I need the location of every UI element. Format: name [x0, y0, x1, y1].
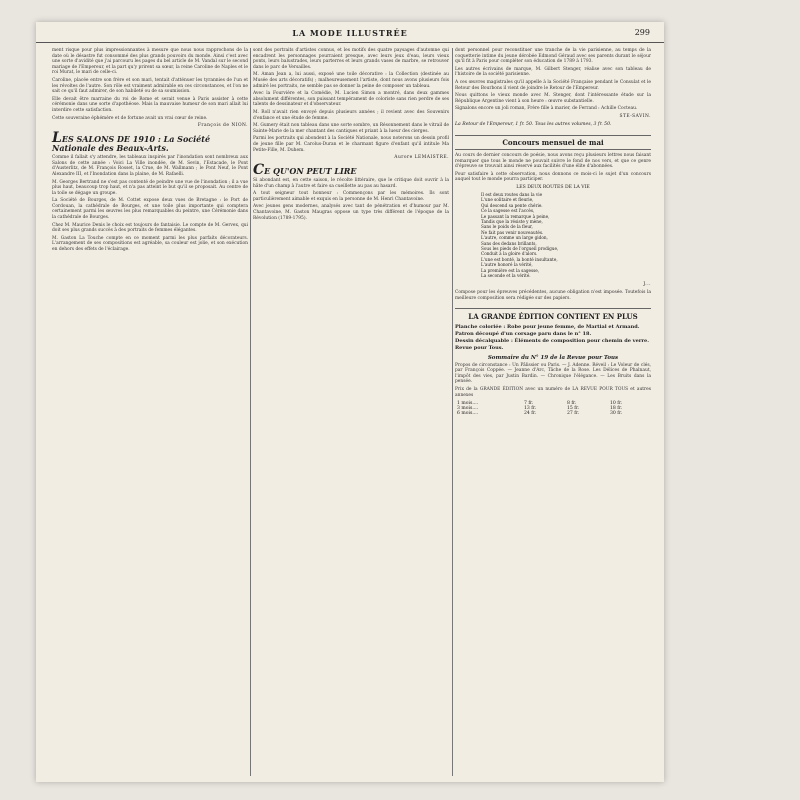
journal-title: LA MODE ILLUSTRÉE [292, 28, 408, 38]
price-cell: 13 fr. [523, 406, 537, 412]
magazine-page [36, 22, 664, 782]
paragraph: Elle devait être marraine du roi de Rome et serait venue à Paris assister à cette cérémonie dans une sorte d'apothéose. Mais la mauvaise humeur de son mari allait lui interdire cette satisfaction. [52, 96, 248, 113]
poem-title: LES DEUX ROUTES DE LA VIE [516, 184, 590, 190]
paragraph: Pour satisfaire à cette observation, nous donnons ce mois-ci le sujet d'un concours auquel tout le monde pourra participer. [455, 171, 651, 183]
poem-line: L'une solitaire et fleurie, [481, 197, 534, 203]
paragraph: Compose pour les épreuves précédentes, aucune obligation n'est imposée. Toutefois la meilleure composition sera rédigée sur des papiers. [455, 290, 651, 301]
paragraph: Nous quittons le vieux monde avec M. Stenger, dont l'intéressante étude sur la République Argentine vient à son heure : œuvre substantielle. [455, 93, 651, 104]
price-table [455, 401, 651, 416]
contest-title: Concours mensuel de mai [455, 135, 651, 150]
paragraph: sont des portraits d'artistes connus, et les motifs des quatre paysages d'automne qui encadrent les personnages pourraient presque, avec leurs jeux d'eau, leurs vieux ponts, leurs balustrades, leurs parterres et leurs grands vases de marbre, se retrouver dans le parc de Versailles. [253, 48, 449, 70]
poem [481, 192, 651, 279]
column-divider [250, 48, 251, 776]
paragraph: A tout seigneur tout honneur : Commençons par les mémoires. Ils sont particulièrement aimable et exquis en la personne de M. Henri Chantavoine. [253, 191, 449, 202]
price-cell: 24 fr. [523, 411, 537, 417]
paragraph: M. Gaston La Touche compte en ce moment parmi les plus parfaits décorateurs. L'arrangement de ses compositions est agréable, sa couleur est jolie, et son exécution en dehors des effets de l'éclairage. [52, 235, 248, 253]
section-title-text: E QU'ON PEUT LIRE [264, 166, 357, 177]
poem-line: Conduit à la gloire d'alors. [481, 251, 538, 257]
edition-item: Revue pour Tous. [455, 344, 504, 351]
paragraph: Chez M. Maurice Denis le choix est toujours de fantaisie. Le compte de M. Gervex, qui doit ses plus grands succès à des portraits de femmes élégantes. [52, 222, 248, 234]
price-cell: 8 fr. [566, 401, 577, 407]
signature: Aurore LEMAISTRE. [394, 155, 449, 161]
poem-line: Le passant la remarque à peine, [481, 213, 550, 219]
signature: STE-SAVIN. [619, 113, 651, 119]
edition-item: Planche coloriée : Robe pour jeune femme, de Martial et Armand. [455, 323, 640, 330]
paragraph: Avec jeunes gens modernes, analysés avec tant de pénétration et d'humour par M. Chantavoine, M. Gaston Maugras oppose un type très différent de l'époque de la Révolution (1789-1795). [253, 204, 449, 221]
paragraph: Au cours de dernier concours de poésie, nous avons reçu plusieurs lettres nous faisant remarquer que tous le monde ne pouvait suivre le fond de nos vers, et que ce genre d'épreuve se trouvait ainsi réservé aux facilités d'une élite d'abonnées. [455, 152, 651, 170]
paragraph: Comme il fallait s'y attendre, les tableaux inspirés par l'inondation sont nombreux aux Salons de cette année : Voici La Ville inondée, de M. Sevin, l'Estacade, le Pont d'Austerlitz, de M. François Rosset, la Crue, de M. Wallmann ; le Pont Neuf, le Pont Alexandre III, et l'Inondation dans la plaine, de M. Rafaelli. [52, 155, 248, 177]
paragraph: Cette souveraine éphémère et de fortune avait un vrai cœur de reine. [52, 115, 208, 121]
poem-line: La première est la sagesse, [481, 267, 540, 273]
paragraph: ment risque pour plus impressionnantes à mesure que nous nous rapprochons de la date où le désastre fut consommé des plus grands pouvoirs du monde. Ainsi c'est avec une sorte d'avidité que j'ai parcouru les pages du bel article de M. Vandal sur le second mariage de l'Empereur, et la part qu'y prirent sa sœur, la reine Caroline de Naples et le roi Murat, le mari de celle-ci. [52, 48, 248, 76]
poem-line: Tandis que la résiste y mène, [481, 218, 543, 224]
column-2 [253, 48, 449, 223]
section-title-lire [253, 162, 449, 179]
paragraph: M. Aman Jean a, lui aussi, exposé une toile décorative : la Collection (destinée au Musée des arts décoratifs) ; malheureusement l'artiste, dont nous avons plusieurs fois admiré les portraits, ne semble pas se donner la peine de composer un tableau. [253, 72, 449, 89]
poem-line: Sans des dedans brillants, [481, 240, 537, 246]
price-note: La Retour de l'Empereur, 1 fr. 50. Tous les autres volumes, 3 fr. 50. [455, 121, 612, 127]
column-3 [455, 48, 651, 416]
column-1 [52, 48, 248, 255]
price-cell: 7 fr. [523, 401, 534, 407]
paragraph: Propos de circonstance : Un Pâlissier ou Paris. — J. Adenne. Réveil : Le Voleur de clés, par François Coppée. — Jeanne d'Arc, Tâche de la Rose. Les Délices de Phalnaut, l'impôt des vies, par Justin Bardin. — Chronique l'élégance. — Les Bruits dans la pensée. [455, 362, 651, 385]
sommaire-title: Sommaire du N° 19 de la Revue pour Tous [487, 354, 619, 361]
poem-line: Sous les pieds de l'orgueil prodigue, [481, 245, 559, 251]
poem-line: L'autre, comme un large gidon, [481, 235, 548, 241]
edition-item: Patron découpé d'un corsage paru dans le n° 18. [455, 330, 592, 337]
paragraph: La Société de Bourges, de M. Cottet expose deux vues de Bretagne : le Port de Cordouan, la cathédrale de Bourges, et une toile plus importante qui comptera certainement parmi les œuvres les plus remarquables du peintre, une Cérémonie dans la cathédrale de Bourges. [52, 198, 248, 221]
section-title-text: ES SALONS DE 1910 : La Société Nationale des Beaux-Arts. [52, 134, 211, 154]
paragraph: M. Georges Bertrand ne s'est pas contenté de peindre une vue de l'inondation ; il a vue plus haut, beaucoup trop haut, et n'a pas atteint le but qu'il se proposait. Au centre de la toile se dégage un groupe. [52, 179, 248, 196]
price-cell: 3 mois.... [457, 406, 479, 412]
edition-item: Dessin décalquable : Éléments de composition pour chemin de verre. [455, 337, 649, 344]
poem-line: La seconde et la vérité. [481, 273, 531, 278]
paragraph: M. Gumery était non tableau dans une sorte sombre, un Résonnement dans le vitrail de Sainte-Marie de la mer chantant des cantiques et priant à la lueur des cierges. [253, 123, 449, 134]
price-cell: 15 fr. [566, 406, 580, 412]
poem-line: Ne fait pas venir nouveautés. [481, 229, 544, 235]
page-number: 299 [634, 28, 650, 37]
price-cell: 30 fr. [609, 411, 623, 417]
column-divider [452, 48, 453, 776]
poem-line: Sans le poids de la fleur, [481, 224, 533, 230]
paragraph: dont personnel pour reconstituer une tranche de la vie parisienne, au temps de la coquetterie intime du jeune dérobée Edmond Géraud avec ses parents durant le séjour qu'il fit à Paris pour compléter son éducation de 1789 à 1793. [455, 48, 651, 65]
poem-line: L'une est bonté, la bonté insultante, [481, 256, 558, 262]
grand-edition-title: LA GRANDE ÉDITION CONTIENT EN PLUS [455, 308, 651, 321]
price-cell: 27 fr. [566, 411, 580, 417]
price-row [455, 411, 651, 416]
poem-line: L'autre honoré la vérité, [481, 262, 533, 268]
section-title-salons [52, 130, 248, 154]
page-header [36, 28, 664, 43]
prices-intro: Prix de la GRANDE ÉDITION avec un numéro de LA REVUE POUR TOUS et autres annexes [455, 386, 651, 398]
poem-signature: J... [643, 282, 651, 288]
signature: François de NION. [197, 123, 248, 129]
drop-cap: C [253, 162, 265, 179]
poem-line: Ce la sagesse est l'accès, [481, 208, 535, 214]
price-cell: 10 fr. [609, 401, 623, 407]
paragraph: Les autres écrivains de marque, M. Gilbert Stenger, réalise avec son tableau de l'histoire de la société parisienne. [455, 66, 651, 78]
paragraph: A ces œuvres magistrales qu'il appelle à la Société Française pendant le Consulat et le Retour des Bourbons il vient de joindre le Retour de l'Empereur. [455, 79, 651, 91]
paragraph: Parmi les portraits qui abondent à la Société Nationale, nous noterons un dessin profil de jeune fille par M. Carolus-Duran et le charmant figure d'enfant qu'il intitule Ma Petite-Fille, M. Duhem. [253, 136, 449, 153]
paragraph: Signalons encore un joli roman, Frère fille à marier, de Ferrand : Achille Cocteau. [455, 106, 638, 112]
edition-items [455, 324, 651, 351]
poem-line: Il est deux routes dans la vie [481, 191, 543, 197]
price-cell: 1 mois.... [457, 401, 479, 407]
paragraph: Caroline, placée entre son frère et son mari, tentait d'atténuer les tyrannies de l'un et les révoltes de l'autre. Son rôle est vraiment admirable en ces circonstances, et l'on ne sait ce qu'il faut admirer, de son habileté ou de sa soumission. [52, 77, 248, 95]
paragraph: Avec la Fourvière et la Comédie, M. Lucien Simon a montré, dans deux gammes absolument différentes, son puissant tempérament de coloriste sans rien perdre de ses talents de dessinateur et d'observateur. [253, 91, 449, 108]
drop-cap: L [52, 130, 62, 147]
paragraph: Si abondant est, en cette saison, le récolte littéraire, que le critique doit ouvrir à la hâte d'un champ à l'autre et faire sa cueillette au pas au hasard. [253, 178, 449, 189]
poem-line: Qui descend sa pente chérie. [481, 202, 543, 208]
price-cell: 18 fr. [609, 406, 623, 412]
price-cell: 6 mois.... [457, 411, 479, 417]
paragraph: M. Roll n'avait rien envoyé depuis plusieurs années ; il revient avec des Souvenirs d'enfance et une étude de femme. [253, 109, 449, 121]
